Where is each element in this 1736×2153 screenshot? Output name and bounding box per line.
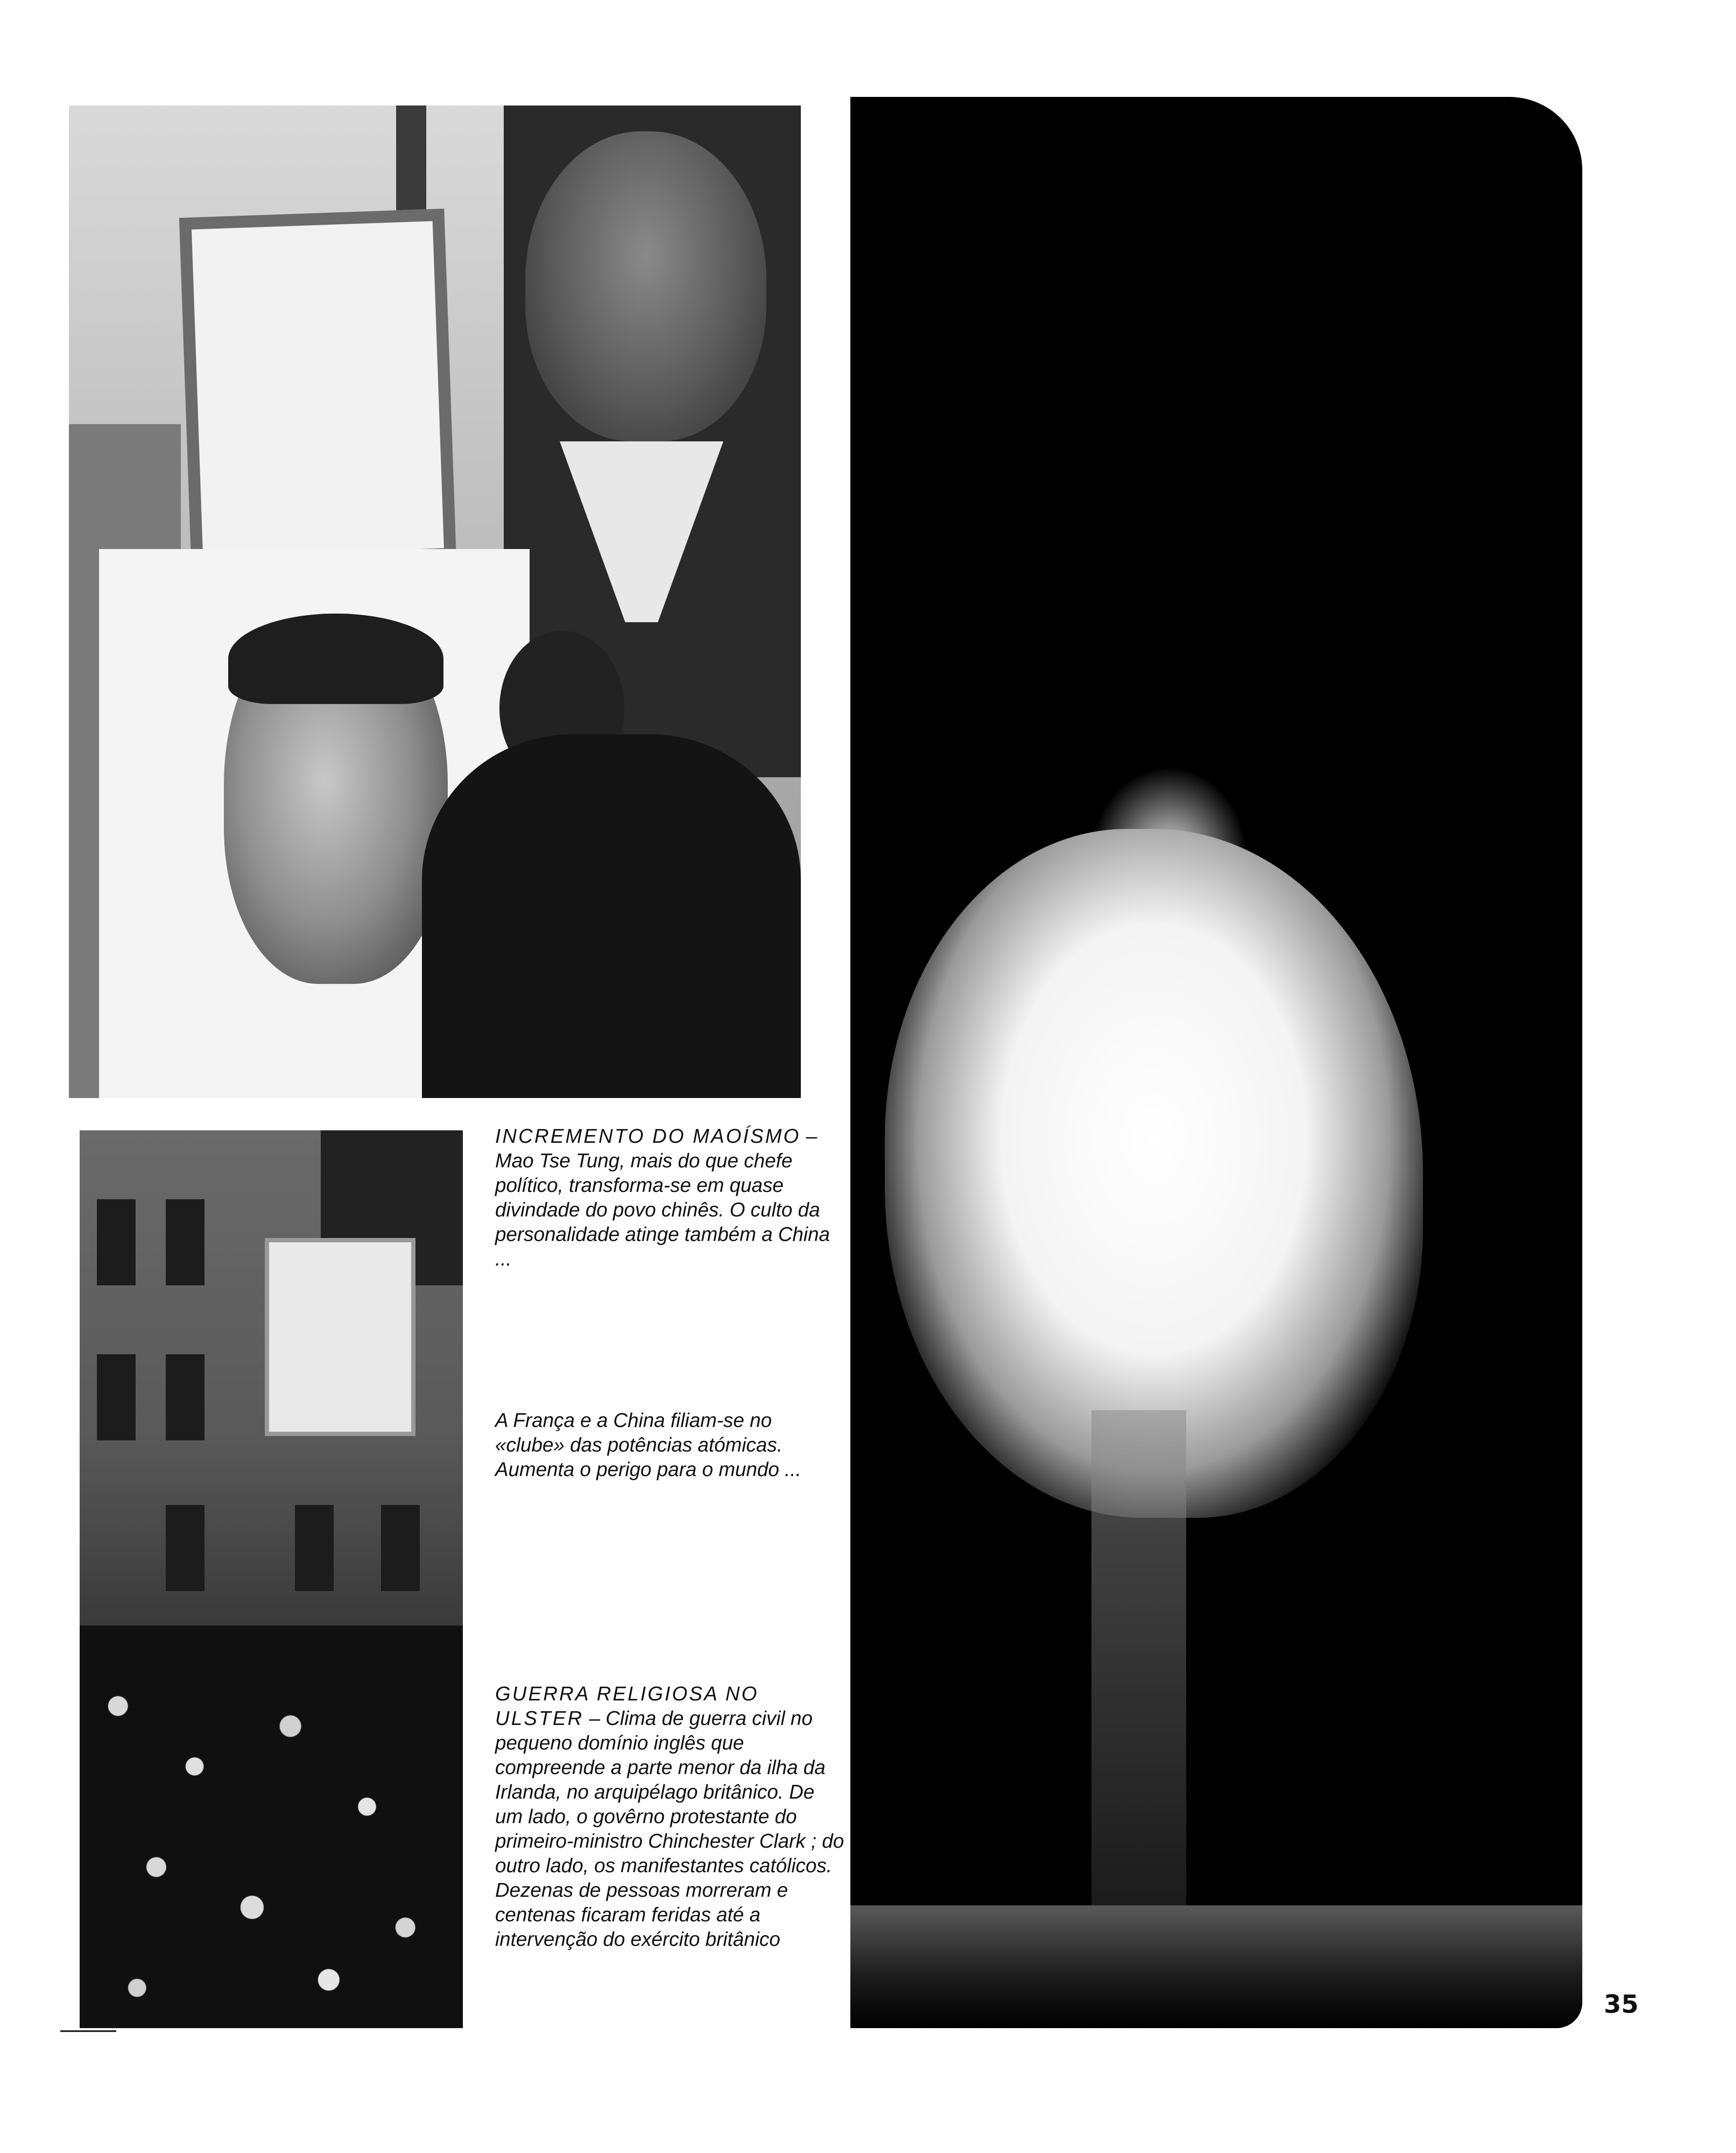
caption-ulster — [495, 1681, 846, 1951]
caption-maoismo-heading: INCREMENTO DO MAOÍSMO — [495, 1125, 801, 1147]
banner-poster — [265, 1238, 415, 1436]
explosion-ground — [850, 1905, 1582, 2028]
caption-ulster-heading: GUERRA RELIGIOSA NO ULSTER — [495, 1682, 759, 1729]
building-window — [166, 1354, 205, 1440]
atomic-explosion-photo — [850, 97, 1582, 2028]
building-window — [295, 1505, 334, 1591]
mao-hair — [228, 614, 443, 704]
building-window — [166, 1199, 205, 1285]
caption-ulster-body: – Clima de guerra civil no pequeno domínio inglês que compreende a parte menor da ilha da Irlanda, no arquipélago britânico. De um lado, o govêrno protestante do primeiro-ministro Chinchester Clark ; do outro lado, os manifestantes católicos. Dezenas de pessoas morreram e centenas ficaram feridas até a intervenção do exército britânico — [495, 1707, 844, 1950]
crowd — [80, 1626, 463, 2028]
ulster-crowd-photo — [80, 1130, 463, 2028]
lenin-face — [525, 131, 766, 441]
building-window — [97, 1199, 136, 1285]
bottom-rule — [60, 2030, 116, 2032]
caption-atomic — [495, 1408, 846, 1482]
building-window — [97, 1354, 136, 1440]
building-window — [166, 1505, 205, 1591]
page-number: 35 — [1604, 1989, 1639, 2019]
caption-maoismo — [495, 1124, 846, 1271]
portraits-photo — [69, 105, 801, 1098]
building-window — [381, 1505, 420, 1591]
empty-frame — [179, 208, 456, 569]
caption-atomic-body: A França e a China filiam-se no «clube» das potências atómicas. Aumenta o perigo para o mundo ... — [495, 1409, 801, 1480]
explosion-stem — [1091, 1410, 1186, 1970]
man-carrying-portrait — [422, 734, 801, 1098]
caption-maoismo-body: – Mao Tse Tung, mais do que chefe político, transforma-se em quase divindade do povo chinês. O culto da personalidade atinge também a China ... — [495, 1125, 830, 1270]
